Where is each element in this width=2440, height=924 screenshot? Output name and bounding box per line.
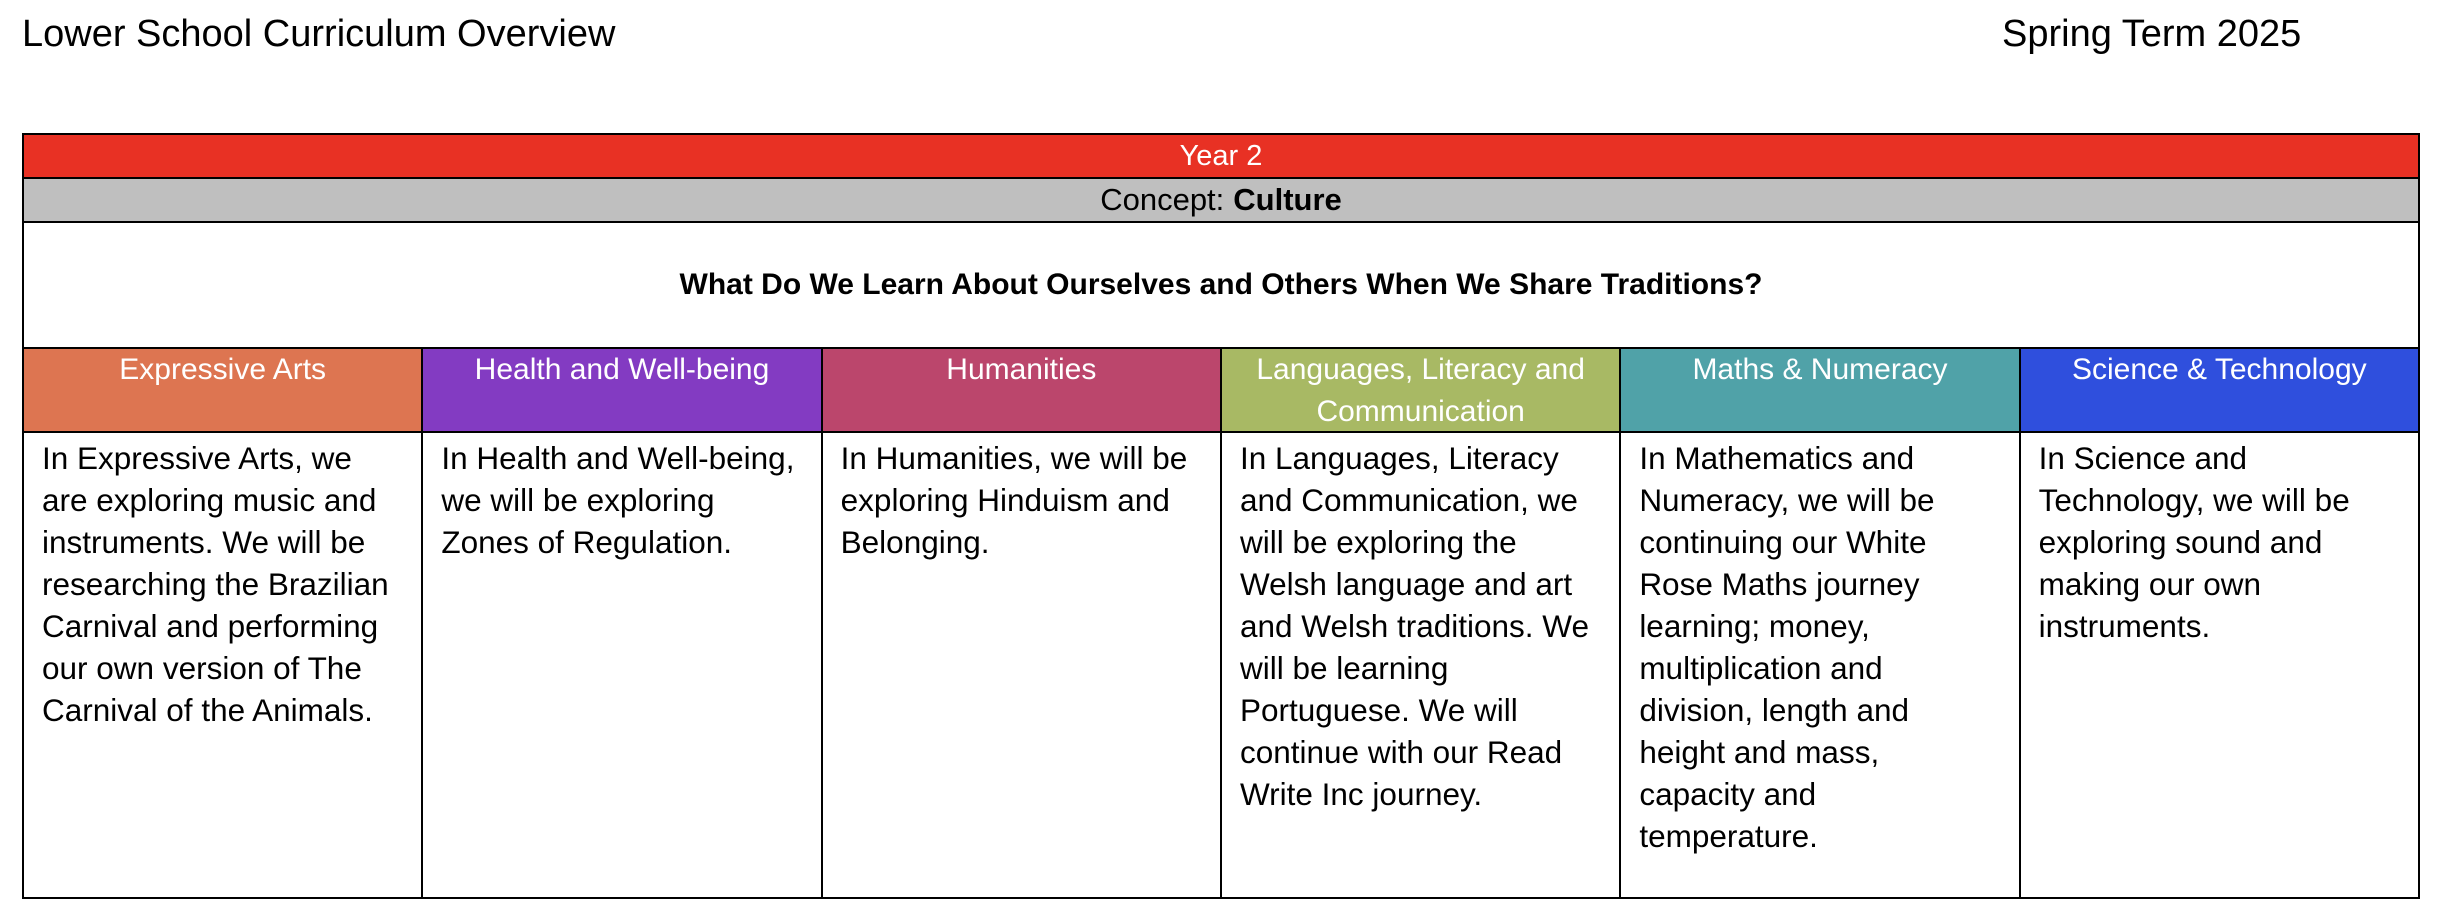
subject-heading: Science & Technology [2021, 349, 2418, 433]
subject-description: In Expressive Arts, we are exploring music and instruments. We will be researching the Brazilian Carnival and performing our own version of The Carnival of the Animals. [42, 440, 389, 728]
subject-heading: Humanities [823, 349, 1220, 433]
subject-heading: Expressive Arts [24, 349, 421, 433]
subject-description: In Humanities, we will be exploring Hinduism and Belonging. [840, 440, 1188, 560]
subject-heading: Languages, Literacy and Communication [1222, 349, 1619, 433]
key-question: What Do We Learn About Ourselves and Others When We Share Traditions? [24, 223, 2418, 349]
subject-expressive-arts [24, 349, 423, 897]
subject-description: In Mathematics and Numeracy, we will be continuing our White Rose Maths journey learning; money, multiplication and division, length and height and mass, capacity and temperature. [1639, 440, 1935, 854]
subject-heading: Maths & Numeracy [1621, 349, 2018, 433]
concept-bar [24, 179, 2418, 223]
subject-humanities [823, 349, 1222, 897]
subject-heading: Health and Well-being [423, 349, 820, 433]
year-bar: Year 2 [24, 135, 2418, 179]
concept-label: Concept: [1100, 182, 1225, 217]
subject-description: In Science and Technology, we will be exploring sound and making our own instruments. [2038, 440, 2350, 644]
subject-description: In Languages, Literacy and Communication, we will be exploring the Welsh language and art and Welsh traditions. We will be learning Portuguese. We will continue with our Read Write Inc journey. [1239, 440, 1589, 812]
subject-science-and-technology [2021, 349, 2418, 897]
curriculum-table [22, 133, 2420, 899]
subject-health-and-well-being [423, 349, 822, 897]
subject-maths-and-numeracy [1621, 349, 2020, 897]
subjects-row [24, 349, 2418, 897]
subject-languages-literacy-communication [1222, 349, 1621, 897]
page-title: Lower School Curriculum Overview [22, 13, 616, 55]
term-label: Spring Term 2025 [2002, 13, 2302, 55]
document-header [0, 0, 2440, 70]
subject-description: In Health and Well-being, we will be exploring Zones of Regulation. [441, 440, 795, 560]
concept-value: Culture [1233, 182, 1342, 217]
